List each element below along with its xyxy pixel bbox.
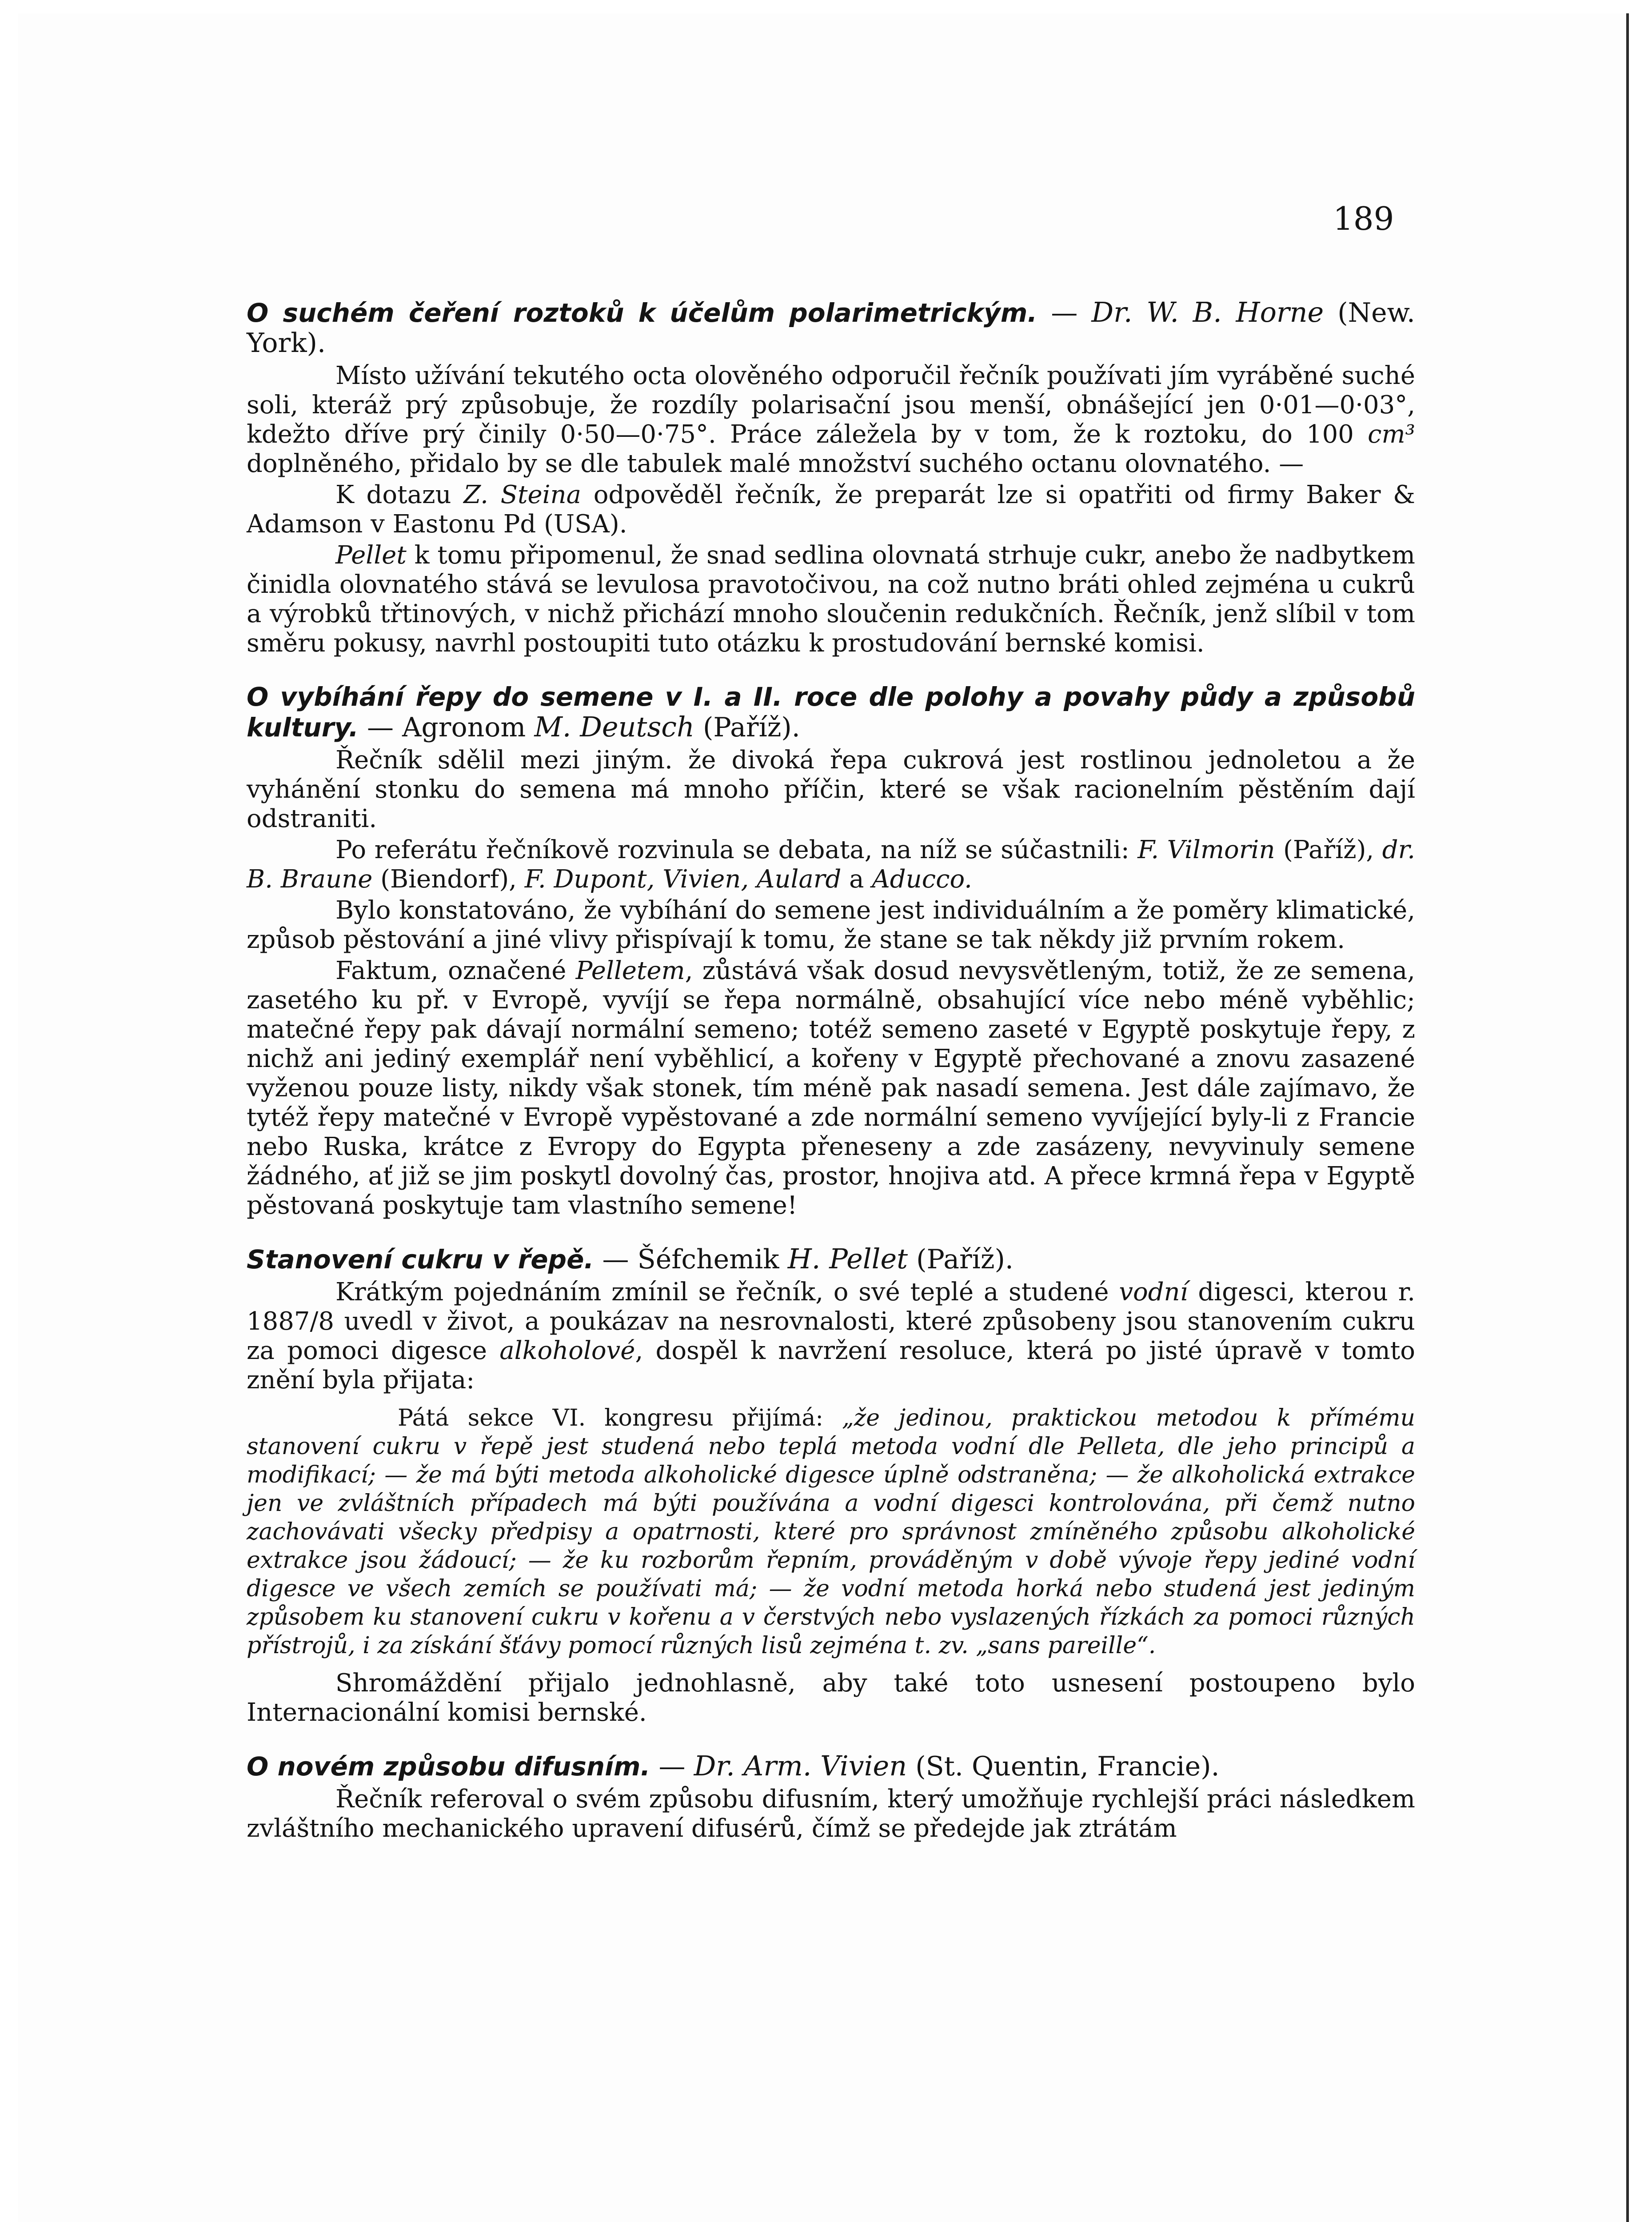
section-author: Dr. Arm. Vivien [694,1750,907,1782]
section-heading [247,1751,1415,1782]
page-body [247,298,1415,1845]
italic-text: vodní [1119,1278,1188,1307]
paragraph [247,1785,1415,1843]
paragraph [247,361,1415,479]
section-heading [247,1244,1415,1275]
author-place: (New. York). [247,297,1415,359]
page-number: 189 [1333,200,1394,237]
text-run: doplněného, přidalo by se dle tabulek malé množství suchého octanu olovnatého. — [247,449,1304,478]
author-role: Šéfchemik [637,1244,788,1275]
section-gap [247,1729,1415,1751]
author-place: (Paříž). [908,1244,1014,1275]
scanned-page [18,13,1629,2222]
section-author: M. Deutsch [534,711,694,743]
section-title: Stanovení cukru v řepě. [247,1244,594,1275]
section-heading [247,682,1415,743]
italic-text: Aducco. [872,865,972,894]
text-run: Po referátu řečníkově rozvinula se debata, na níž se súčastnili: [335,835,1138,864]
author-place: (St. Quentin, Francie). [907,1751,1220,1782]
italic-text: F. Dupont, Vivien, Aulard [524,865,842,894]
resolution-quote [247,1404,1415,1660]
author-place: (Paříž). [694,712,800,743]
italic-text: Z. Steina [463,480,582,509]
text-run: , dospěl k navržení resoluce, která po jisté úpravě v tomto znění byla přijata: [247,1336,1415,1395]
section-heading [247,298,1415,359]
text-run: Faktum, označené [335,956,576,985]
section-gap [247,1222,1415,1244]
text-run: digesci, kterou r. 1887/8 uvedl v život, a poukázav na nesrovnalosti, které způsobeny jsou stanovením cukru za pomoci digesce [247,1278,1415,1365]
italic-text: dr. B. Braune [247,835,1415,894]
text-run: K dotazu [335,480,464,509]
heading-dash: — [594,1244,638,1275]
text-run: (Biendorf), [372,865,525,894]
paragraph [247,480,1415,539]
text-run: Místo užívání tekutého octa olověného odporučil řečník používati jím vyráběné suché soli, kteráž prý způsobuje, že rozdíly polarisační jsou menší, obnášející jen 0·01—0·03°, kdežto dříve prý činily 0·50—0·75°. Práce záležela by v tom, že k roztoku, do 100 [247,361,1415,449]
italic-text: F. Vilmorin [1137,835,1275,864]
text-run: odpověděl řečník, že preparát lze si opatřiti od firmy Baker & Adamson v Eastonu Pd (USA). [247,480,1415,539]
author-role: Agronom [402,712,535,743]
resolution-text: „že jedinou, praktickou metodou k přímému stanovení cukru v řepě jest studená nebo teplá metoda vodní dle Pelleta, dle jeho principů a modifikací; — že má býti metoda alkoholické digesce úplně odstraněna; — že alkoholická extrakce jen ve zvláštních případech má býti používána a vodní digesci kontrolována, při čemž nutno zachovávati všecky předpisy a opatrnosti, které pro správnost zmíněného způsobu alkoholické extrakce jsou žádoucí; — že ku rozborům řepním, prováděným v době vývoje řepy jediné vodní digesce ve všech zemích se používati má; — že vodní metoda horká nebo studená jest jediným způsobem ku stanovení cukru v kořenu a v čerstvých nebo vyslazených řízkách za pomoci různých přístrojů, i za získání šťávy pomocí různých lisů zejména t. zv. „sans pareille“. [247,1405,1415,1659]
section-title: O suchém čeření roztoků k účelům polarimetrickým. [247,298,1037,328]
text-run: Řečník sdělil mezi jiným. že divoká řepa cukrová jest rostlinou jednoletou a že vyhánění stonku do semena má mnoho příčin, které se však racionelním pěstěním dají odstraniti. [247,746,1415,833]
italic-text: alkoholové [499,1336,635,1365]
section-gap [247,660,1415,682]
section-title: O novém způsobu difusním. [247,1751,650,1782]
heading-dash: — [650,1751,694,1782]
section-title: O vybíhání řepy do semene v I. a II. roce dle polohy a povahy půdy a způsobů kultury. [247,682,1415,743]
heading-dash: — [1037,297,1092,328]
paragraph [247,1669,1415,1727]
text-run: k tomu připomenul, že snad sedlina olovnatá strhuje cukr, anebo že nadbytkem činidla olovnatého stává se levulosa pravotočivou, na což nutno bráti ohled zejména u cukrů a výrobků třtinových, v nichž přichází mnoho sloučenin redukčních. Řečník, jenž slíbil v tom směru pokusy, navrhl postoupiti tuto otázku k prostudování bernské komisi. [247,541,1415,658]
paragraph [247,1278,1415,1395]
paragraph [247,835,1415,894]
heading-dash: — [358,712,403,743]
text-run: (Paříž), [1275,835,1382,864]
italic-text: Pellet [335,541,407,570]
text-run: , zůstává však dosud nevysvětleným, totiž, že ze semena, zasetého ku př. v Evropě, vyvíjí se řepa normálně, obsahující více nebo méně vyběhlic; matečné řepy pak dávají normální semeno; totéž semeno zaseté v Egyptě poskytuje řepy, z nichž ani jediný exemplář není vyběhlicí, a kořeny v Egyptě přechované a znovu zasazené vyženou pouze listy, nikdy však stonek, tím méně pak nasadí semena. Jest dále zajímavo, že tytéž řepy matečné v Evropě vypěstované a zde normální semeno vyvíjející byly-li z Francie nebo Ruska, krátce z Evropy do Egypta přeneseny a zde zasázeny, nevyvinuly semene žádného, ať již se jim poskytl dovolný čas, prostor, hnojiva atd. A přece krmná řepa v Egyptě pěstovaná poskytuje tam vlastního semene! [247,956,1415,1220]
resolution-lead: Pátá sekce VI. kongresu přijímá: [398,1405,842,1431]
section-author: H. Pellet [787,1243,908,1275]
italic-text: Pelletem [575,956,685,985]
paragraph [247,746,1415,834]
text-run: Řečník referoval o svém způsobu difusním, který umožňuje rychlejší práci následkem zvláštního mechanického upravení difusérů, čímž se předejde jak ztrátám [247,1785,1415,1843]
section-author: Dr. W. B. Horne [1091,296,1324,328]
paragraph [247,896,1415,955]
text-run: Bylo konstatováno, že vybíhání do semene jest individuálním a že poměry klimatické, způsob pěstování a jiné vlivy přispívají k tomu, že stane se tak někdy již prvním rokem. [247,896,1415,954]
text-run: a [841,865,872,894]
paragraph [247,956,1415,1220]
paragraph [247,541,1415,658]
text-run: Krátkým pojednáním zmínil se řečník, o své teplé a studené [335,1278,1119,1307]
text-run: Shromáždění přijalo jednohlasně, aby také toto usnesení postoupeno bylo Internacionální komisi bernské. [247,1669,1415,1727]
italic-text: cm³ [1368,420,1415,449]
